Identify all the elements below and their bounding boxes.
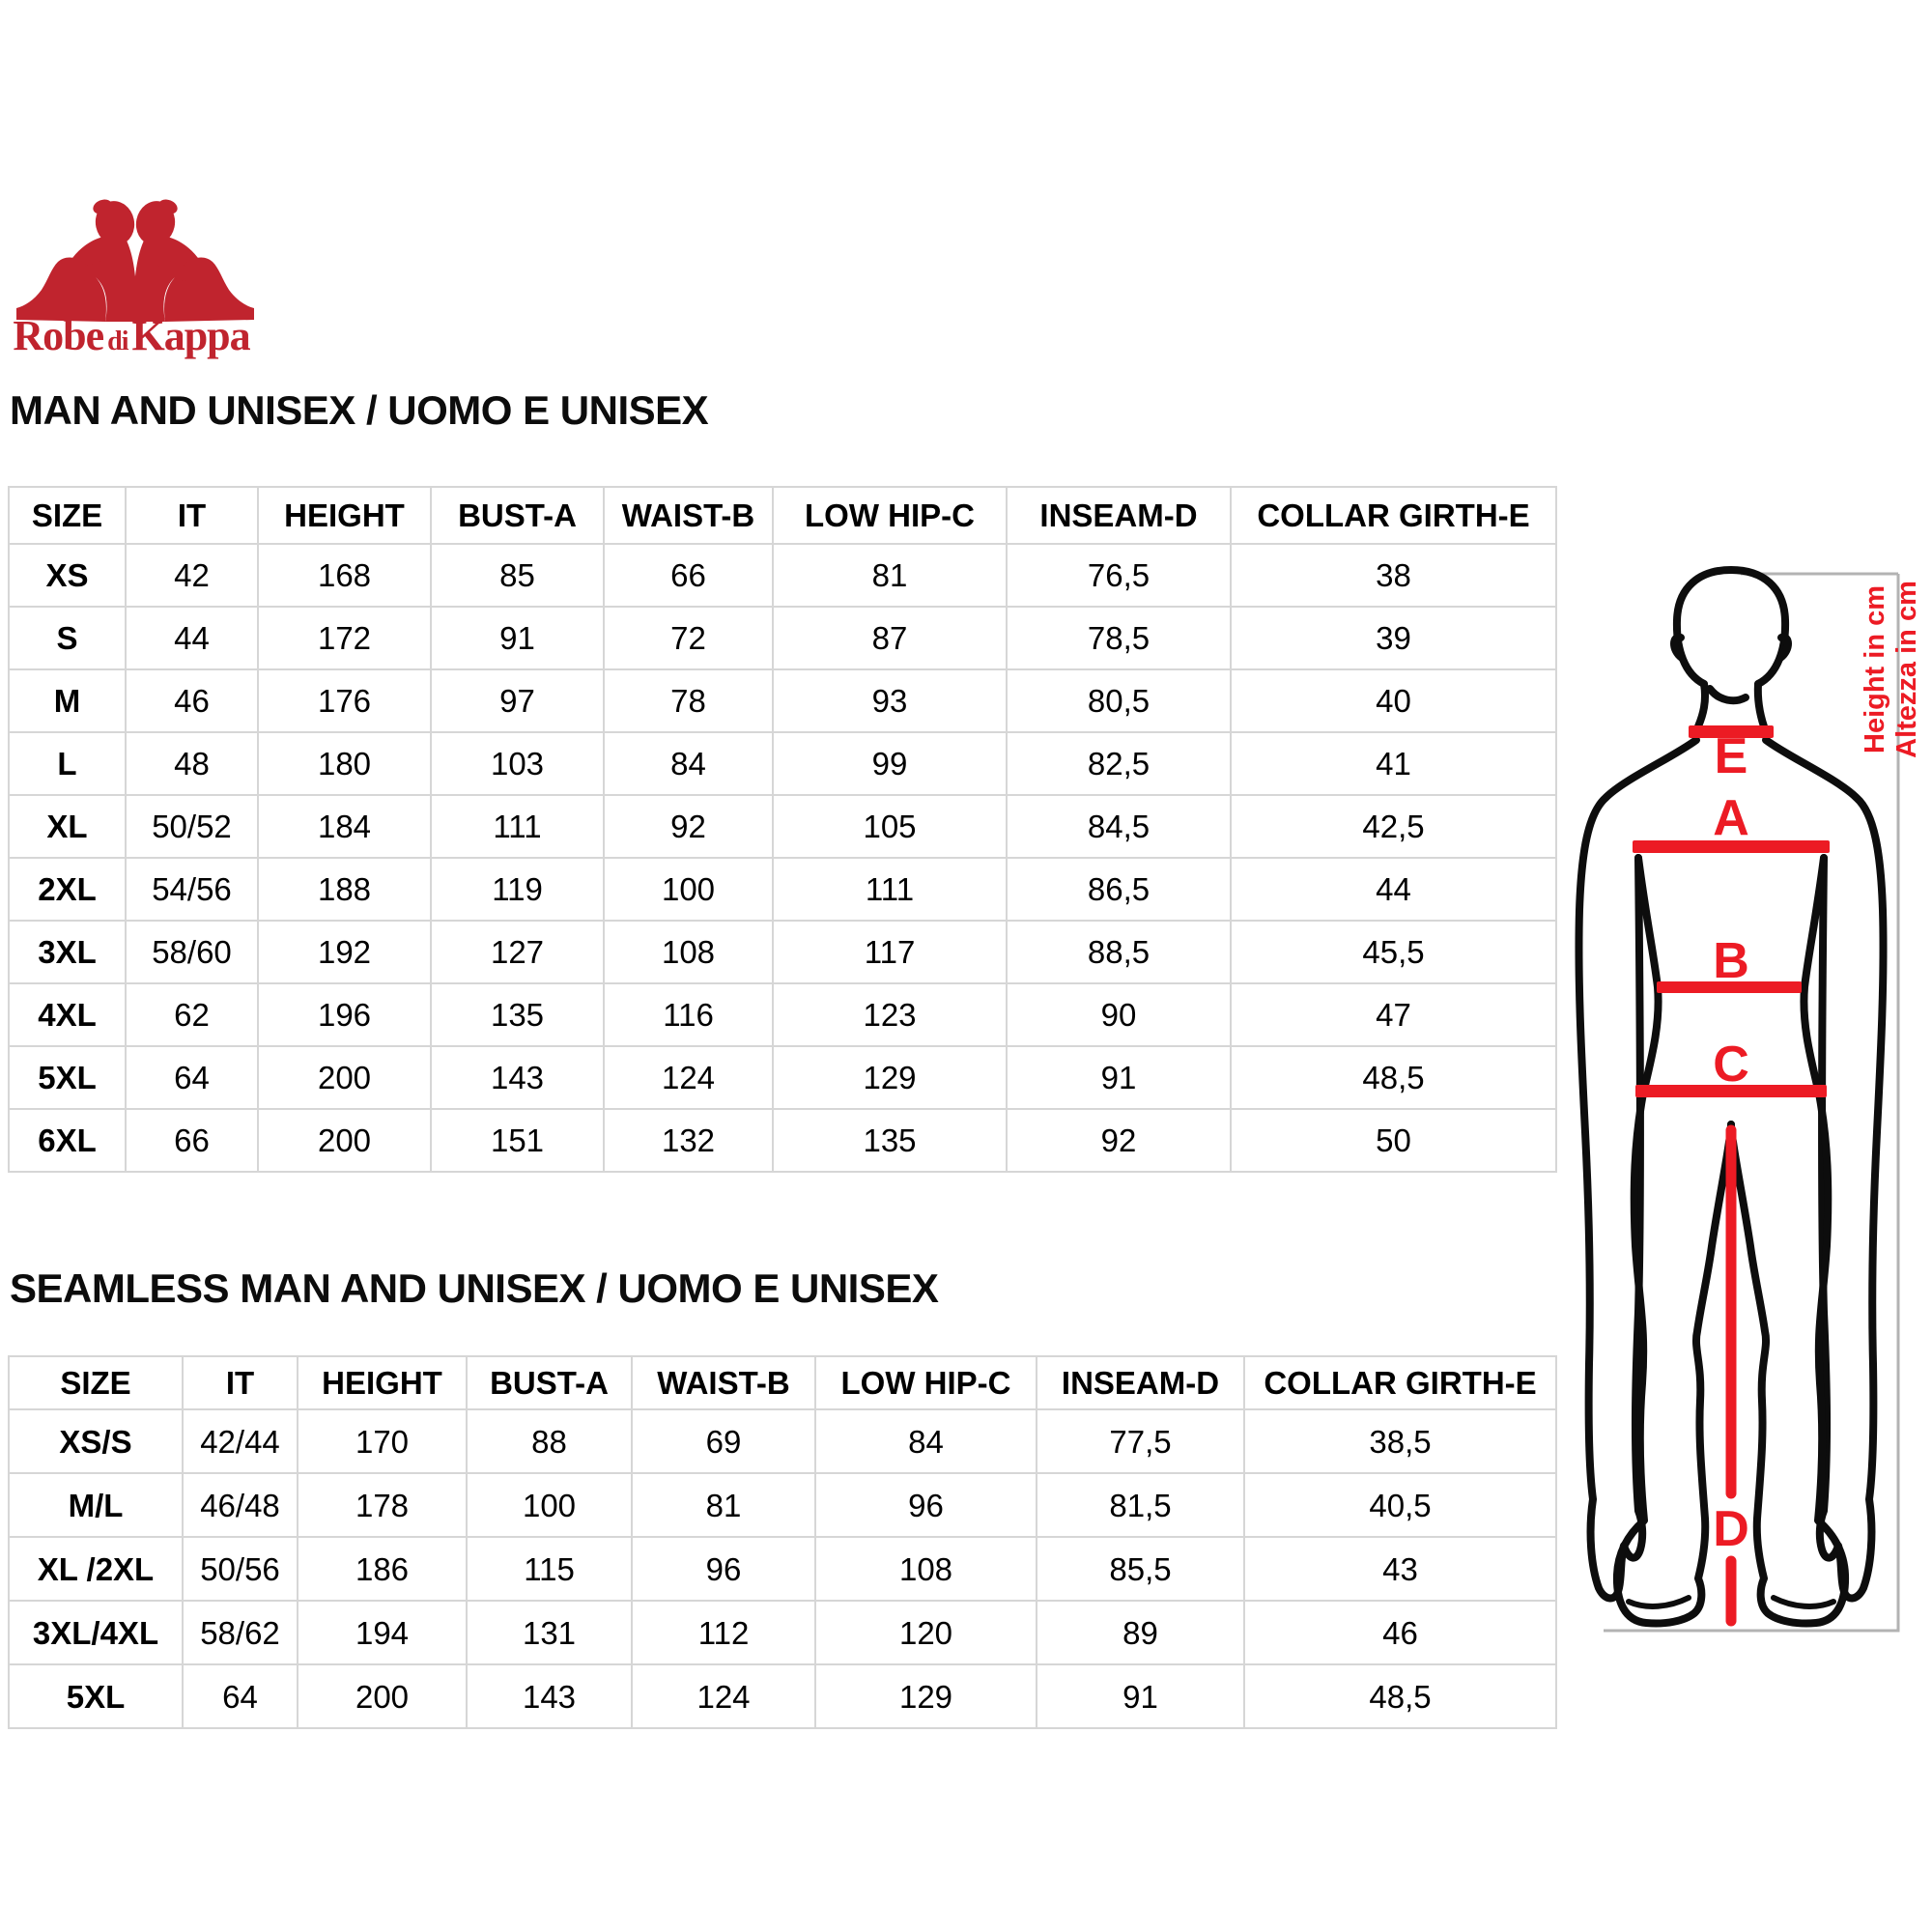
- size-table-seamless-man-unisex: [8, 1355, 1557, 1729]
- size-cell: XS: [9, 544, 126, 607]
- column-header: WAIST-B: [632, 1356, 815, 1409]
- kappa-logo-icon: [14, 198, 256, 324]
- column-header: BUST-A: [467, 1356, 632, 1409]
- measurement-cell: 78,5: [1007, 607, 1231, 669]
- column-header: INSEAM-D: [1007, 487, 1231, 544]
- measurement-cell: 180: [258, 732, 431, 795]
- size-cell: L: [9, 732, 126, 795]
- table-row: [9, 1537, 1556, 1601]
- measurement-cell: 123: [773, 983, 1007, 1046]
- size-cell: 5XL: [9, 1664, 183, 1728]
- measurement-cell: 111: [773, 858, 1007, 921]
- measurement-cell: 38,5: [1244, 1409, 1556, 1473]
- measurement-cell: 58/62: [183, 1601, 298, 1664]
- size-cell: M: [9, 669, 126, 732]
- measurement-cell: 103: [431, 732, 604, 795]
- measurement-cell: 143: [467, 1664, 632, 1728]
- measurement-cell: 84: [604, 732, 773, 795]
- measurement-cell: 91: [1007, 1046, 1231, 1109]
- size-cell: XL: [9, 795, 126, 858]
- measurement-cell: 117: [773, 921, 1007, 983]
- size-cell: M/L: [9, 1473, 183, 1537]
- column-header: HEIGHT: [258, 487, 431, 544]
- measurement-cell: 105: [773, 795, 1007, 858]
- measurement-cell: 200: [298, 1664, 467, 1728]
- measurement-cell: 40,5: [1244, 1473, 1556, 1537]
- measurement-cell: 99: [773, 732, 1007, 795]
- measurement-cell: 54/56: [126, 858, 258, 921]
- measurement-cell: 45,5: [1231, 921, 1556, 983]
- measurement-cell: 200: [258, 1046, 431, 1109]
- kappa-right-figure: [132, 198, 254, 322]
- measurement-cell: 188: [258, 858, 431, 921]
- table-row: [9, 1046, 1556, 1109]
- height-note-en: Height in cm: [1860, 584, 1890, 754]
- measurement-cell: 93: [773, 669, 1007, 732]
- measurement-cell: 84,5: [1007, 795, 1231, 858]
- measurement-cell: 184: [258, 795, 431, 858]
- measurement-cell: 143: [431, 1046, 604, 1109]
- table-row: [9, 921, 1556, 983]
- size-cell: 3XL: [9, 921, 126, 983]
- waist-label: B: [1713, 933, 1749, 989]
- measurement-cell: 62: [126, 983, 258, 1046]
- measurement-cell: 85: [431, 544, 604, 607]
- measurement-cell: 41: [1231, 732, 1556, 795]
- measurement-cell: 46: [126, 669, 258, 732]
- column-header: COLLAR GIRTH-E: [1231, 487, 1556, 544]
- measurement-cell: 131: [467, 1601, 632, 1664]
- size-table-man-unisex: [8, 486, 1557, 1173]
- measurement-cell: 96: [815, 1473, 1037, 1537]
- measurement-cell: 170: [298, 1409, 467, 1473]
- kappa-left-figure: [16, 198, 138, 322]
- measurement-cell: 91: [1037, 1664, 1244, 1728]
- inseam-label: D: [1713, 1501, 1749, 1557]
- size-cell: S: [9, 607, 126, 669]
- measurement-cell: 168: [258, 544, 431, 607]
- table-row: [9, 983, 1556, 1046]
- measurement-cell: 100: [604, 858, 773, 921]
- measurement-cell: 129: [815, 1664, 1037, 1728]
- measurement-cell: 69: [632, 1409, 815, 1473]
- measurement-cell: 50: [1231, 1109, 1556, 1172]
- measurement-cell: 39: [1231, 607, 1556, 669]
- column-header: INSEAM-D: [1037, 1356, 1244, 1409]
- measurement-cell: 92: [1007, 1109, 1231, 1172]
- table-row: [9, 544, 1556, 607]
- collar-label: E: [1714, 728, 1748, 784]
- column-header: SIZE: [9, 487, 126, 544]
- column-header: WAIST-B: [604, 487, 773, 544]
- measurement-cell: 124: [632, 1664, 815, 1728]
- measurement-cell: 80,5: [1007, 669, 1231, 732]
- measurement-cell: 81: [632, 1473, 815, 1537]
- size-cell: 5XL: [9, 1046, 126, 1109]
- table-row: [9, 1409, 1556, 1473]
- measurement-cell: 135: [773, 1109, 1007, 1172]
- measurement-cell: 46/48: [183, 1473, 298, 1537]
- measurement-cell: 82,5: [1007, 732, 1231, 795]
- measurement-cell: 186: [298, 1537, 467, 1601]
- measurement-cell: 132: [604, 1109, 773, 1172]
- measurement-cell: 48,5: [1231, 1046, 1556, 1109]
- measurement-cell: 151: [431, 1109, 604, 1172]
- column-header: IT: [183, 1356, 298, 1409]
- measurement-cell: 135: [431, 983, 604, 1046]
- measurement-cell: 72: [604, 607, 773, 669]
- measurement-cell: 100: [467, 1473, 632, 1537]
- column-header: IT: [126, 487, 258, 544]
- heading-man-unisex: MAN AND UNISEX / UOMO E UNISEX: [10, 387, 709, 433]
- table-row: [9, 669, 1556, 732]
- measurement-cell: 38: [1231, 544, 1556, 607]
- measurement-cell: 58/60: [126, 921, 258, 983]
- measurement-cell: 43: [1244, 1537, 1556, 1601]
- brand-wordmark: [8, 311, 255, 360]
- measurement-cell: 84: [815, 1409, 1037, 1473]
- measurement-cell: 77,5: [1037, 1409, 1244, 1473]
- size-cell: XL /2XL: [9, 1537, 183, 1601]
- measurement-cell: 124: [604, 1046, 773, 1109]
- measurement-cell: 112: [632, 1601, 815, 1664]
- measurement-cell: 50/52: [126, 795, 258, 858]
- brand-word-robe: Robe: [13, 312, 104, 359]
- brand-word-di: di: [107, 327, 128, 356]
- measurement-cell: 172: [258, 607, 431, 669]
- measurement-cell: 108: [604, 921, 773, 983]
- table-row: [9, 1109, 1556, 1172]
- measurement-cell: 81,5: [1037, 1473, 1244, 1537]
- measurement-cell: 97: [431, 669, 604, 732]
- measurement-cell: 50/56: [183, 1537, 298, 1601]
- measurement-cell: 178: [298, 1473, 467, 1537]
- measurement-cell: 200: [258, 1109, 431, 1172]
- measurement-cell: 48: [126, 732, 258, 795]
- measurement-cell: 119: [431, 858, 604, 921]
- measurement-cell: 89: [1037, 1601, 1244, 1664]
- size-cell: 3XL/4XL: [9, 1601, 183, 1664]
- table-row: [9, 858, 1556, 921]
- measurement-cell: 86,5: [1007, 858, 1231, 921]
- measurement-cell: 42: [126, 544, 258, 607]
- measurement-cell: 108: [815, 1537, 1037, 1601]
- column-header: HEIGHT: [298, 1356, 467, 1409]
- measurement-cell: 42/44: [183, 1409, 298, 1473]
- measurement-cell: 176: [258, 669, 431, 732]
- measurement-cell: 85,5: [1037, 1537, 1244, 1601]
- measurement-cell: 127: [431, 921, 604, 983]
- measurement-cell: 66: [604, 544, 773, 607]
- measurement-cell: 129: [773, 1046, 1007, 1109]
- measurement-cell: 44: [1231, 858, 1556, 921]
- measurement-cell: 91: [431, 607, 604, 669]
- size-cell: 4XL: [9, 983, 126, 1046]
- table-row: [9, 1601, 1556, 1664]
- heading-seamless-man-unisex: SEAMLESS MAN AND UNISEX / UOMO E UNISEX: [10, 1265, 939, 1311]
- body-measurement-diagram: [1565, 512, 1932, 1652]
- measurement-cell: 196: [258, 983, 431, 1046]
- measurement-cell: 115: [467, 1537, 632, 1601]
- measurement-cell: 47: [1231, 983, 1556, 1046]
- size-cell: 6XL: [9, 1109, 126, 1172]
- measurement-cell: 46: [1244, 1601, 1556, 1664]
- brand-word-kappa: Kappa: [131, 312, 250, 359]
- measurement-cell: 44: [126, 607, 258, 669]
- measurement-cell: 96: [632, 1537, 815, 1601]
- column-header: LOW HIP-C: [815, 1356, 1037, 1409]
- table-row: [9, 1664, 1556, 1728]
- measurement-cell: 120: [815, 1601, 1037, 1664]
- column-header: SIZE: [9, 1356, 183, 1409]
- column-header: LOW HIP-C: [773, 487, 1007, 544]
- table-row: [9, 1473, 1556, 1537]
- table-row: [9, 607, 1556, 669]
- hip-label: C: [1713, 1037, 1749, 1093]
- measurement-cell: 111: [431, 795, 604, 858]
- measurement-cell: 40: [1231, 669, 1556, 732]
- table-row: [9, 732, 1556, 795]
- column-header: BUST-A: [431, 487, 604, 544]
- measurement-cell: 81: [773, 544, 1007, 607]
- table-row: [9, 795, 1556, 858]
- measurement-cell: 78: [604, 669, 773, 732]
- measurement-cell: 87: [773, 607, 1007, 669]
- measurement-cell: 92: [604, 795, 773, 858]
- measurement-cell: 116: [604, 983, 773, 1046]
- measurement-cell: 88: [467, 1409, 632, 1473]
- measurement-cell: 66: [126, 1109, 258, 1172]
- bust-label: A: [1713, 790, 1749, 846]
- measurement-cell: 64: [126, 1046, 258, 1109]
- size-cell: XS/S: [9, 1409, 183, 1473]
- measurement-cell: 64: [183, 1664, 298, 1728]
- measurement-cell: 88,5: [1007, 921, 1231, 983]
- measurement-cell: 76,5: [1007, 544, 1231, 607]
- column-header: COLLAR GIRTH-E: [1244, 1356, 1556, 1409]
- measurement-cell: 42,5: [1231, 795, 1556, 858]
- measurement-cell: 48,5: [1244, 1664, 1556, 1728]
- measurement-cell: 194: [298, 1601, 467, 1664]
- size-cell: 2XL: [9, 858, 126, 921]
- height-note-it: Altezza in cm: [1891, 581, 1922, 758]
- measurement-cell: 90: [1007, 983, 1231, 1046]
- measurement-cell: 192: [258, 921, 431, 983]
